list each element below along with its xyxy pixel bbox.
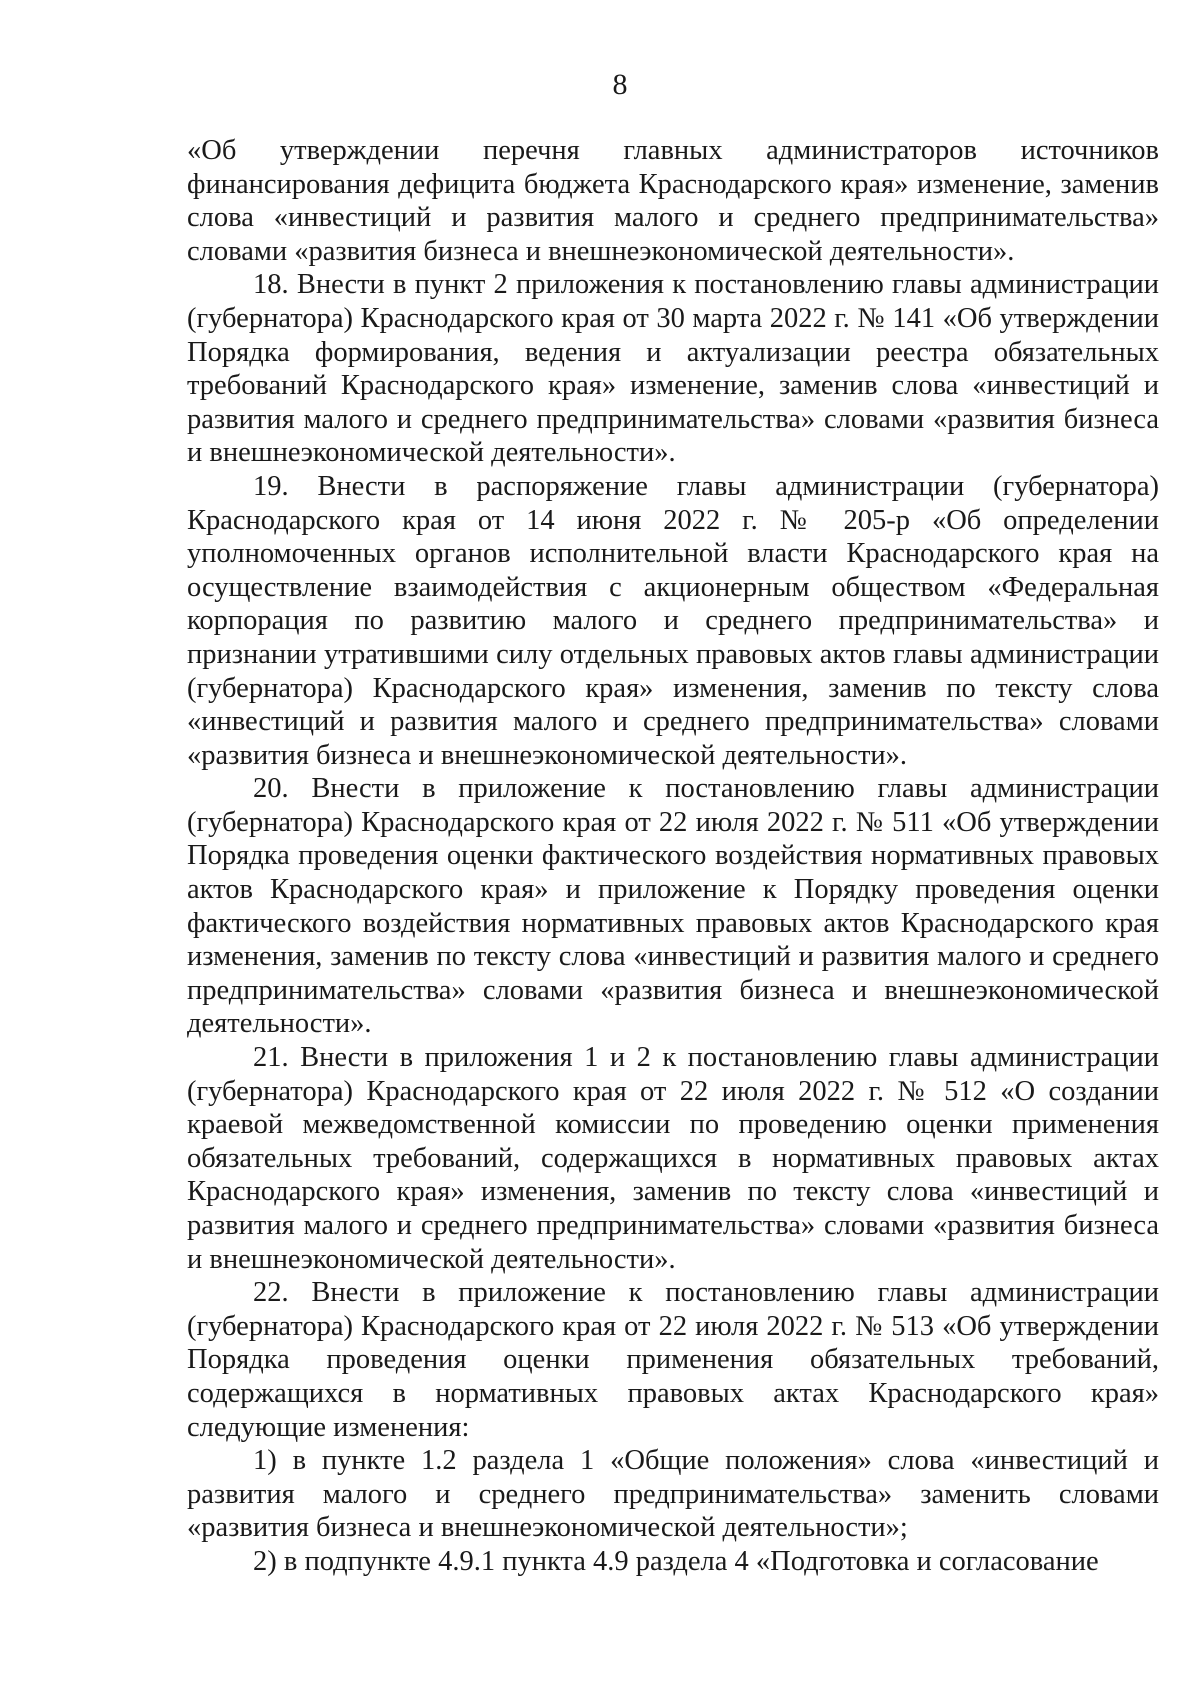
paragraph-item-21: 21. Внести в приложения 1 и 2 к постановлению главы администрации (губернатора) Краснодарского края от 22 июля 2022 г. № 512 «О создании краевой межведомственной комиссии по проведению оценки применения обязательных требований, содержащихся в нормативных правовых актах Краснодарского края» изменения, заменив по тексту слова «инвестиций и развития малого и среднего предпринимательства» словами «развития бизнеса и внешнеэкономической деятельности». [187, 1042, 1159, 1275]
paragraph-item-20: 20. Внести в приложение к постановлению главы администрации (губернатора) Краснодарского края от 22 июля 2022 г. № 511 «Об утверждении Порядка проведения оценки фактического воздействия нормативных правовых актов Краснодарского края» и приложение к Порядку проведения оценки фактического воздействия нормативных правовых актов Краснодарского края изменения, заменив по тексту слова «инвестиций и развития малого и среднего предпринимательства» словами «развития бизнеса и внешнеэкономической деятельности». [187, 773, 1159, 1040]
paragraph-item-19: 19. Внести в распоряжение главы администрации (губернатора) Краснодарского края от 14 июня 2022 г. № 205-р «Об определении уполномоченных органов исполнительной власти Краснодарского края на осуществление взаимодействия с акционерным обществом «Федеральная корпорация по развитию малого и среднего предпринимательства» и признании утратившими силу отдельных правовых актов главы администрации (губернатора) Краснодарского края» изменения, заменив по тексту слова «инвестиций и развития малого и среднего предпринимательства» словами «развития бизнеса и внешнеэкономической деятельности». [187, 470, 1159, 771]
paragraph-item-18: 18. Внести в пункт 2 приложения к постановлению главы администрации (губернатора) Краснодарского края от 30 марта 2022 г. № 141 «Об утверждении Порядка формирования, ведения и актуализации реестра обязательных требований Краснодарского края» изменение, заменив слова «инвестиций и развития малого и среднего предпринимательства» словами «развития бизнеса и внешнеэкономической деятельности». [187, 269, 1159, 469]
page-number: 8 [612, 68, 628, 101]
sub-item-1: 1) в пункте 1.2 раздела 1 «Общие положения» слова «инвестиций и развития малого и среднего предпринимательства» заменить словами «развития бизнеса и внешнеэкономической деятельности»; [187, 1445, 1159, 1544]
paragraph-item-22: 22. Внести в приложение к постановлению главы администрации (губернатора) Краснодарского края от 22 июля 2022 г. № 513 «Об утверждении Порядка проведения оценки применения обязательных требований, содержащихся в нормативных правовых актах Краснодарского края» следующие изменения: [187, 1277, 1159, 1443]
sub-item-2: 2) в подпункте 4.9.1 пункта 4.9 раздела 4 «Подготовка и согласование [253, 1545, 1099, 1577]
document-body [187, 134, 1159, 1579]
paragraph-continuation: «Об утверждении перечня главных администраторов источников финансирования дефицита бюджета Краснодарского края» изменение, заменив слова «инвестиций и развития малого и среднего предпринимательства» словами «развития бизнеса и внешнеэкономической деятельности». [187, 135, 1159, 267]
